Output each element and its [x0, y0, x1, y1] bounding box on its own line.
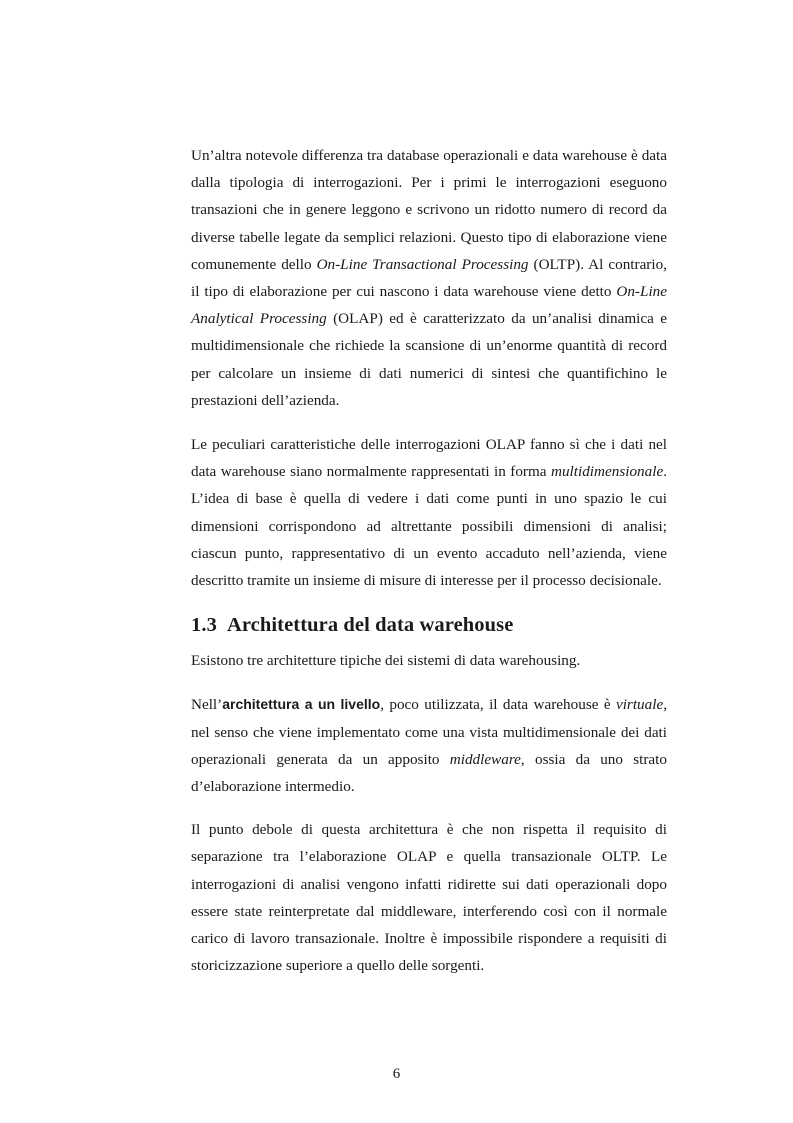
para3-text: Esistono tre architetture tipiche dei sistemi di data warehousing. [191, 652, 581, 670]
paragraph-multidimensional [191, 431, 667, 594]
para2-text-1: Le peculiari caratteristiche delle interrogazioni OLAP fanno sì che i dati nel data warehouse siano normalmente rappresentati in forma [191, 436, 667, 481]
term-multidimensionale: multidimensionale [550, 463, 664, 481]
term-middleware: middleware [449, 750, 521, 768]
para2-text-2: . L’idea di base è quella di vedere i dati come punti in uno spazio le cui dimensioni corrispondono ad altrettante possibili dimensioni di analisi; ciascun punto, rappresentativo di un evento accaduto nell’azienda, viene descritto tramite un insieme di misure di interesse per il processo decisionale. [191, 463, 667, 590]
section-number: 1.3 [191, 614, 217, 637]
page-content [191, 142, 667, 979]
para1-text-3: (OLAP) ed è caratterizzato da un’analisi dinamica e multidimensionale che richiede la scansione di un’enorme quantità di record per calcolare un insieme di dati numerici di sintesi che quantifichino le prestazioni dell’azienda. [191, 310, 667, 409]
paragraph-weak-point [191, 816, 667, 979]
para4-text-2: , poco utilizzata, il data warehouse è [380, 696, 616, 714]
paragraph-one-level-architecture [191, 691, 667, 800]
para5-text: Il punto debole di questa architettura è che non rispetta il requisito di separazione tra l’elaborazione OLAP e quella transazionale OLTP. Le interrogazioni di analisi vengono infatti ridirette sui dati operazionali dopo essere state reinterpretate dal middleware, interferendo così con il normale carico di lavoro transazionale. Inoltre è impossibile rispondere a requisiti di storicizzazione superiore a quello delle sorgenti. [191, 821, 667, 975]
para1-text-2: (OLTP). Al contrario, il tipo di elaborazione per cui nascono i data warehouse viene detto [191, 255, 667, 301]
para4-text-1: Nell’ [191, 696, 223, 714]
term-olap: On-Line Analytical Processing [191, 283, 667, 328]
paragraph-oltp-olap [191, 142, 667, 414]
section-title: Architettura del data warehouse [226, 614, 514, 637]
para4-text-4: , ossia da uno strato d’elaborazione intermedio. [191, 750, 667, 796]
para4-text-3: , nel senso che viene implementato come una vista multidimensionale dei dati operazionali generata da un apposito [191, 696, 668, 768]
term-virtuale: virtuale [615, 696, 664, 714]
section-heading [191, 611, 667, 639]
page-number: 6 [392, 1066, 401, 1082]
term-oltp: On-Line Transactional Processing [316, 255, 529, 273]
term-architettura-un-livello: architettura a un livello [222, 696, 381, 713]
para1-text-1: Un’altra notevole differenza tra database operazionali e data warehouse è data dalla tipologia di interrogazioni. Per i primi le interrogazioni eseguono transazioni che in genere leggono e scrivono un ridotto numero di record da diverse tabelle legate da semplici relazioni. Questo tipo di elaborazione viene comunemente dello [191, 147, 667, 273]
paragraph-architectures-intro [191, 647, 667, 674]
